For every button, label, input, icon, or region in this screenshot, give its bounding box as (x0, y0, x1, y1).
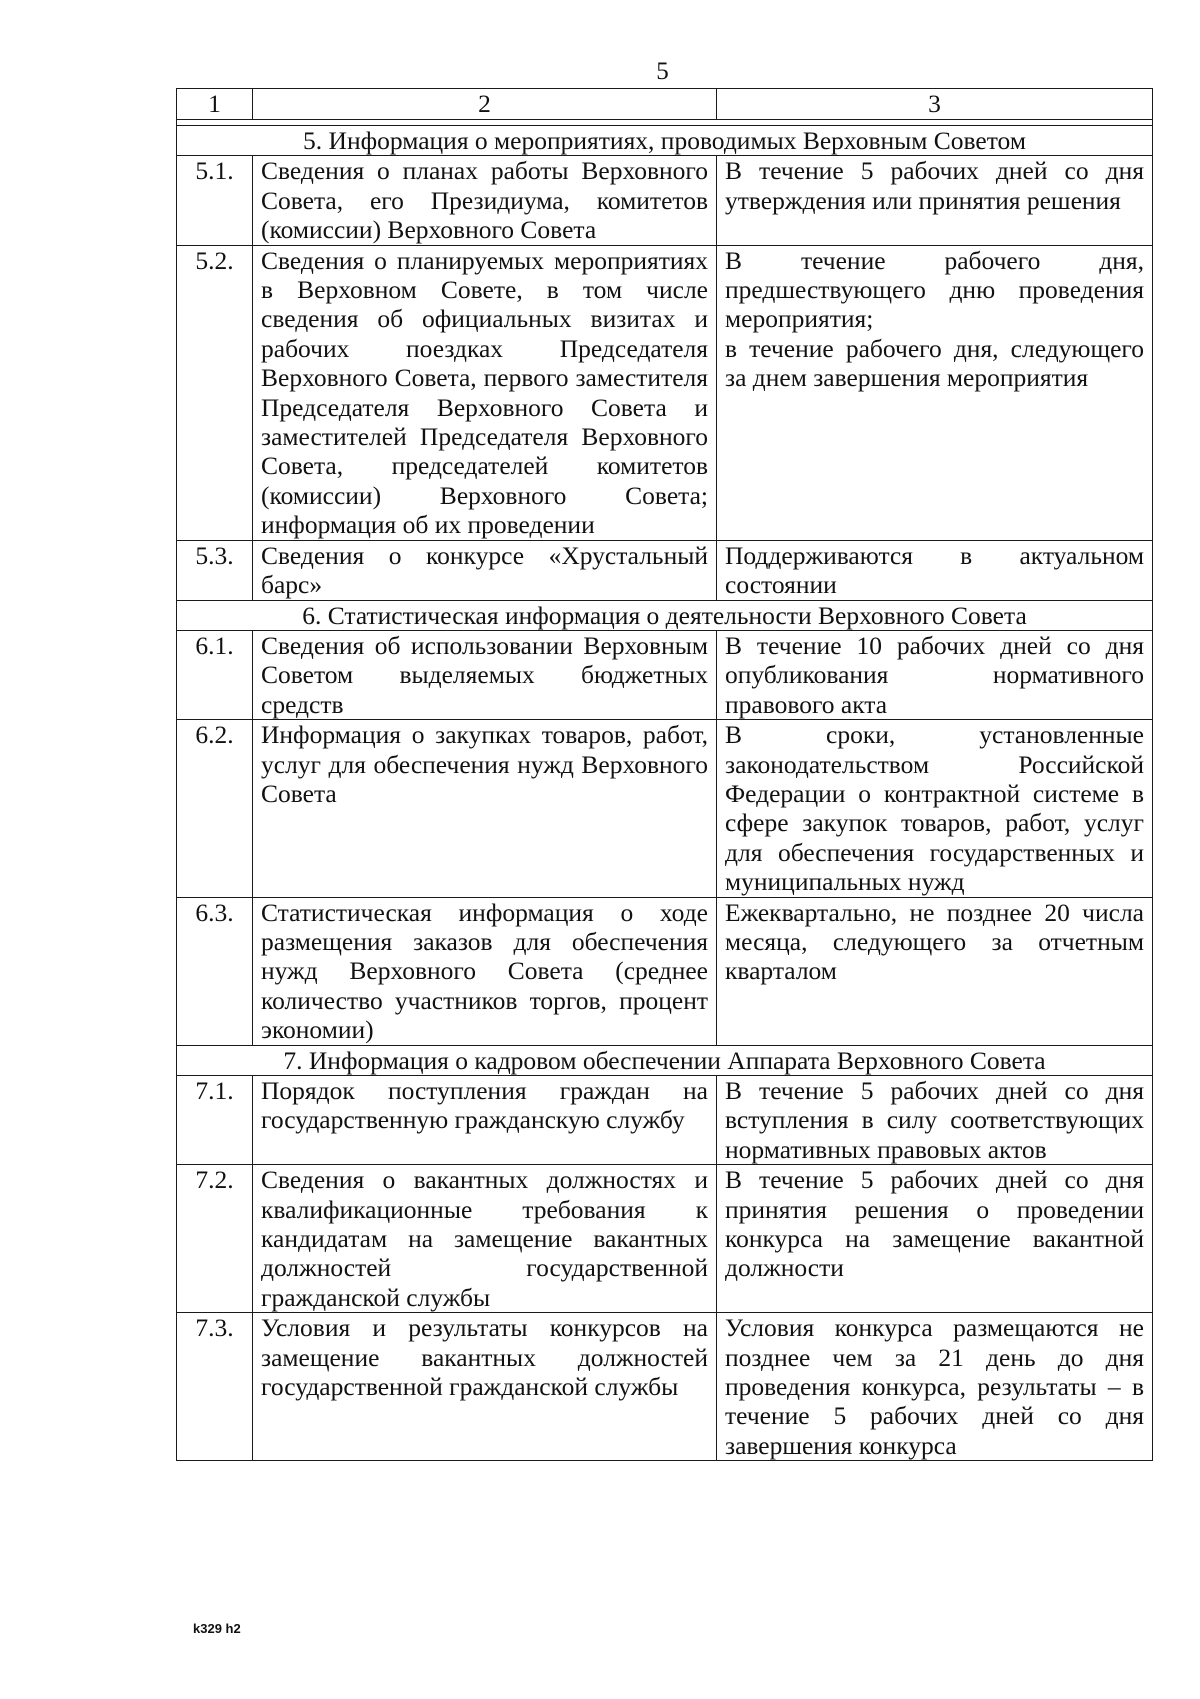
table-row (177, 1313, 1153, 1461)
column-number-2: 2 (253, 89, 717, 120)
table-row (177, 1165, 1153, 1313)
section-heading-row (177, 600, 1153, 630)
row-description: Сведения о планируемых мероприятиях в Верховном Совете, в том числе сведения об официальных визитах и рабочих поездках Председателя Верховного Совета, первого заместителя Председателя Верховного Совета и заместителей Председателя Верховного Совета, председателей комитетов (комиссии) Верховного Совета; информация об их проведении (253, 245, 717, 540)
table-row (177, 720, 1153, 897)
row-description: Сведения о конкурсе «Хрустальный барс» (253, 540, 717, 600)
row-description: Порядок поступления граждан на государственную гражданскую службу (253, 1076, 717, 1165)
row-number: 5.3. (177, 540, 253, 600)
section-heading-7: 7. Информация о кадровом обеспечении Аппарата Верховного Совета (177, 1045, 1153, 1075)
footer-document-code: k329 h2 (193, 1621, 241, 1636)
table-row (177, 1076, 1153, 1165)
row-description: Сведения о вакантных должностях и квалификационные требования к кандидатам на замещение вакантных должностей государственной гражданской службы (253, 1165, 717, 1313)
row-deadline: В сроки, установленные законодательством Российской Федерации о контрактной системе в сфере закупок товаров, работ, услуг для обеспечения государственных и муниципальных нужд (717, 720, 1153, 897)
row-number: 5.2. (177, 245, 253, 540)
row-number: 5.1. (177, 156, 253, 245)
row-deadline-part-2: в течение рабочего дня, следующего за днем завершения мероприятия (725, 333, 1144, 393)
column-number-1: 1 (177, 89, 253, 120)
row-deadline-part-1: В течение рабочего дня, предшествующего дню проведения мероприятия; (725, 245, 1144, 334)
row-deadline: Поддерживаются в актуальном состоянии (717, 540, 1153, 600)
table-row (177, 245, 1153, 540)
row-description: Сведения об использовании Верховным Советом выделяемых бюджетных средств (253, 630, 717, 719)
row-number: 7.3. (177, 1313, 253, 1461)
page-number: 5 (656, 58, 669, 85)
row-number: 7.2. (177, 1165, 253, 1313)
row-description: Информация о закупках товаров, работ, услуг для обеспечения нужд Верховного Совета (253, 720, 717, 897)
row-deadline (717, 245, 1153, 540)
section-heading-6: 6. Статистическая информация о деятельности Верховного Совета (177, 600, 1153, 630)
section-heading-row (177, 126, 1153, 156)
row-deadline: Условия конкурса размещаются не позднее чем за 21 день до дня проведения конкурса, результаты – в течение 5 рабочих дней со дня завершения конкурса (717, 1313, 1153, 1461)
row-number: 6.1. (177, 630, 253, 719)
row-number: 6.2. (177, 720, 253, 897)
row-description: Условия и результаты конкурсов на замещение вакантных должностей государственной гражданской службы (253, 1313, 717, 1461)
column-number-row (177, 89, 1153, 120)
column-number-3: 3 (717, 89, 1153, 120)
row-description: Статистическая информация о ходе размещения заказов для обеспечения нужд Верховного Совета (среднее количество участников торгов, процент экономии) (253, 897, 717, 1045)
requirements-table (176, 88, 1153, 1461)
section-heading-row (177, 1045, 1153, 1075)
row-deadline: В течение 5 рабочих дней со дня принятия решения о проведении конкурса на замещение вакантной должности (717, 1165, 1153, 1313)
row-number: 7.1. (177, 1076, 253, 1165)
row-deadline: В течение 5 рабочих дней со дня вступления в силу соответствующих нормативных правовых актов (717, 1076, 1153, 1165)
table-row (177, 156, 1153, 245)
section-heading-5: 5. Информация о мероприятиях, проводимых Верховным Советом (177, 126, 1153, 156)
table-row (177, 540, 1153, 600)
row-deadline: В течение 10 рабочих дней со дня опубликования нормативного правового акта (717, 630, 1153, 719)
row-number: 6.3. (177, 897, 253, 1045)
table-row (177, 897, 1153, 1045)
row-deadline: Ежеквартально, не позднее 20 числа месяца, следующего за отчетным кварталом (717, 897, 1153, 1045)
row-deadline: В течение 5 рабочих дней со дня утверждения или принятия решения (717, 156, 1153, 245)
table-row (177, 630, 1153, 719)
row-description: Сведения о планах работы Верховного Совета, его Президиума, комитетов (комиссии) Верховного Совета (253, 156, 717, 245)
